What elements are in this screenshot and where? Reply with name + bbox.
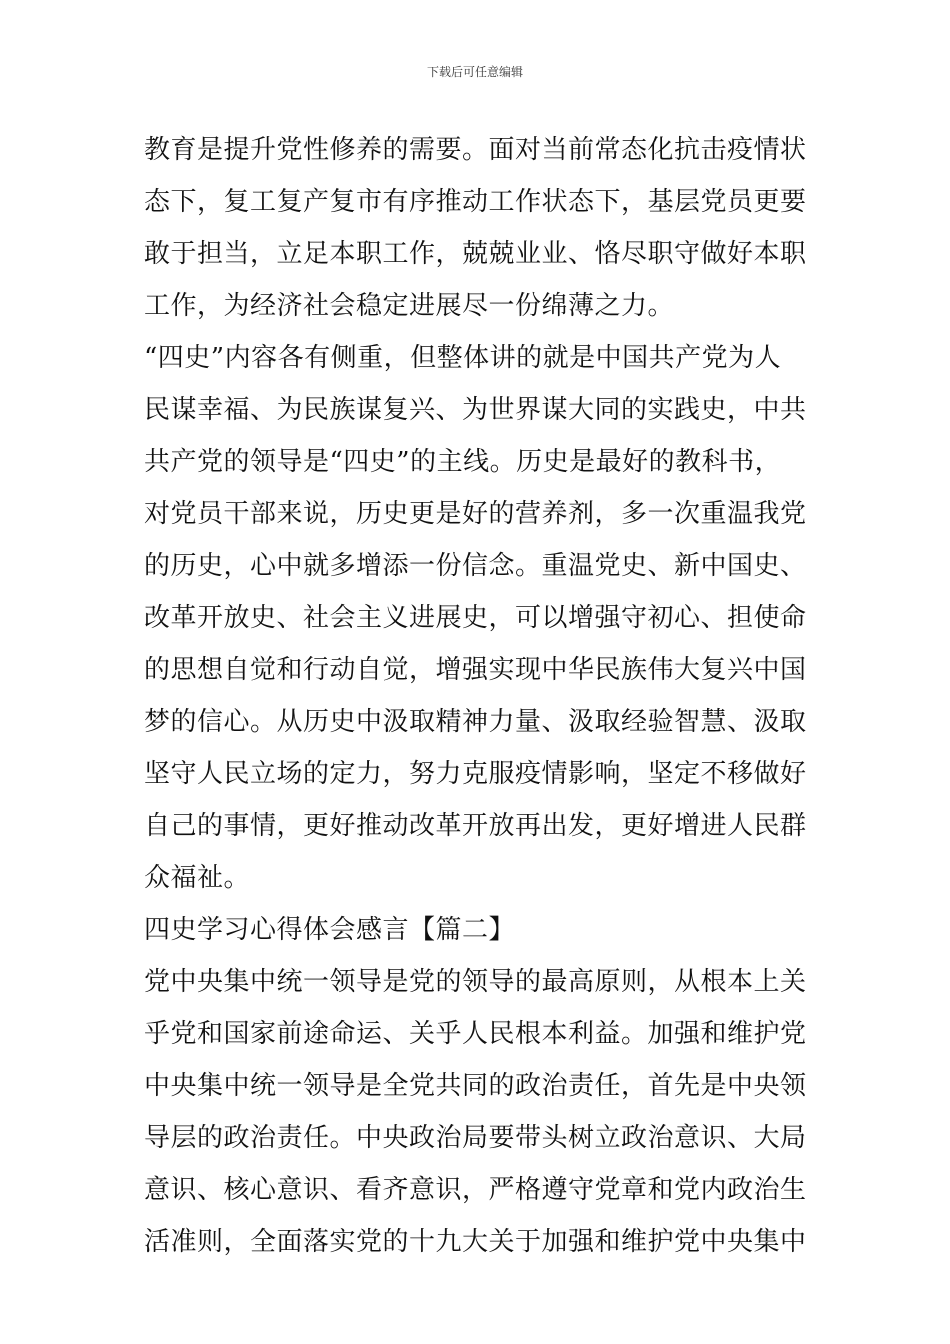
text-line: 教育是提升党性修养的需要。面对当前常态化抗击疫情状	[144, 135, 807, 165]
text-line: 共产党的领导是“四史”的主线。历史是最好的教科书，	[144, 447, 782, 477]
document-body	[144, 124, 814, 1268]
text-line: 敢于担当，立足本职工作，兢兢业业、恪尽职守做好本职	[144, 239, 807, 269]
text-line: 导层的政治责任。中央政治局要带头树立政治意识、大局	[144, 1123, 807, 1153]
text-line: 中央集中统一领导是全党共同的政治责任，首先是中央领	[144, 1071, 807, 1101]
text-line: 党中央集中统一领导是党的领导的最高原则，从根本上关	[144, 967, 807, 997]
text-line: 坚守人民立场的定力，努力克服疫情影响，坚定不移做好	[144, 759, 807, 789]
text-line: “四史”内容各有侧重，但整体讲的就是中国共产党为人	[144, 343, 782, 373]
text-line: 对党员干部来说，历史更是好的营养剂，多一次重温我党	[144, 499, 807, 529]
text-line: 众福祉。	[144, 863, 251, 893]
text-line: 乎党和国家前途命运、关乎人民根本利益。加强和维护党	[144, 1019, 807, 1049]
text-line: 态下，复工复产复市有序推动工作状态下，基层党员更要	[144, 187, 807, 217]
page-header: 下载后可任意编辑	[426, 65, 523, 79]
text-line: 的思想自觉和行动自觉，增强实现中华民族伟大复兴中国	[144, 655, 807, 685]
text-line: 民谋幸福、为民族谋复兴、为世界谋大同的实践史，中共	[144, 395, 807, 425]
text-line: 意识、核心意识、看齐意识，严格遵守党章和党内政治生	[144, 1175, 807, 1205]
text-line: 的历史，心中就多增添一份信念。重温党史、新中国史、	[144, 551, 807, 581]
text-line: 工作，为经济社会稳定进展尽一份绵薄之力。	[144, 291, 675, 321]
text-line: 改革开放史、社会主义进展史，可以增强守初心、担使命	[144, 603, 807, 633]
text-line: 活准则，全面落实党的十九大关于加强和维护党中央集中	[144, 1227, 807, 1257]
text-line: 自己的事情，更好推动改革开放再出发，更好增进人民群	[144, 811, 807, 841]
section-heading: 四史学习心得体会感言【篇二】	[144, 915, 516, 945]
text-line: 梦的信心。从历史中汲取精神力量、汲取经验智慧、汲取	[144, 707, 807, 737]
